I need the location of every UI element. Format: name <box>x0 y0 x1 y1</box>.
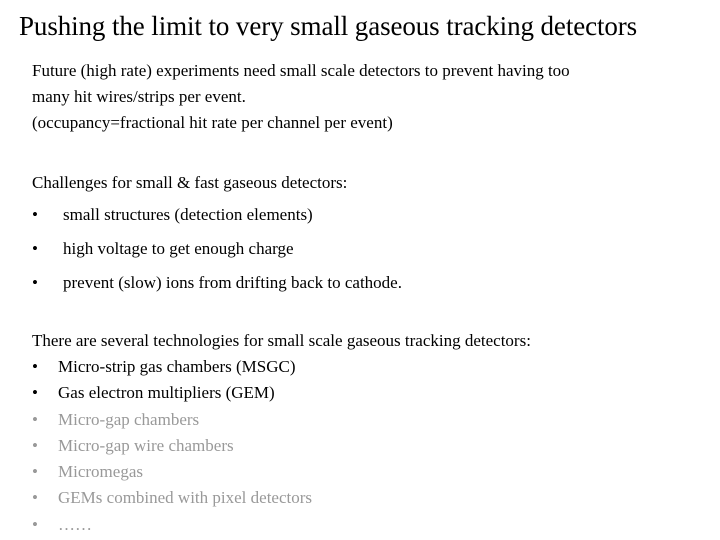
bullet-icon: • <box>32 205 38 224</box>
technology-item <box>32 354 312 380</box>
bullet-icon: • <box>32 462 38 482</box>
technologies-heading: There are several technologies for small scale gaseous tracking detectors: <box>32 331 531 350</box>
bullet-icon: • <box>32 409 38 429</box>
technology-label: Micro-gap chambers <box>58 409 200 429</box>
intro-line: (occupancy=fractional hit rate per channel per event) <box>32 113 393 132</box>
technology-label: Gas electron multipliers (GEM) <box>58 383 275 403</box>
technology-item <box>32 433 312 459</box>
challenges-heading: Challenges for small & fast gaseous detectors: <box>32 173 348 192</box>
intro-line: Future (high rate) experiments need small scale detectors to prevent having too <box>32 61 570 80</box>
bullet-icon: • <box>32 239 38 258</box>
slide-title: Pushing the limit to very small gaseous tracking detectors <box>19 11 638 41</box>
technology-item <box>32 407 312 433</box>
bullet-icon: • <box>32 435 38 455</box>
bullet-icon: • <box>32 357 38 376</box>
technology-item <box>32 380 312 406</box>
challenge-text: small structures (detection elements) <box>63 205 313 224</box>
challenge-item <box>32 236 294 262</box>
challenge-item <box>32 270 402 296</box>
challenge-item <box>32 202 313 228</box>
challenge-text: high voltage to get enough charge <box>63 239 294 258</box>
bullet-icon: • <box>32 383 38 403</box>
technology-label: …… <box>58 514 92 534</box>
intro-paragraph <box>32 58 712 136</box>
technologies-list <box>32 354 312 538</box>
technology-item <box>32 485 312 511</box>
bullet-icon: • <box>32 514 38 534</box>
technology-item <box>32 459 312 485</box>
technology-item <box>32 512 312 538</box>
technology-label: Micromegas <box>58 462 143 482</box>
technology-label: Micro-strip gas chambers (MSGC) <box>58 357 296 376</box>
technology-label: GEMs combined with pixel detectors <box>58 488 313 508</box>
challenge-text: prevent (slow) ions from drifting back to cathode. <box>63 273 402 292</box>
bullet-icon: • <box>32 488 38 508</box>
bullet-icon: • <box>32 273 38 292</box>
intro-line: many hit wires/strips per event. <box>32 87 246 106</box>
technology-label: Micro-gap wire chambers <box>58 435 234 455</box>
